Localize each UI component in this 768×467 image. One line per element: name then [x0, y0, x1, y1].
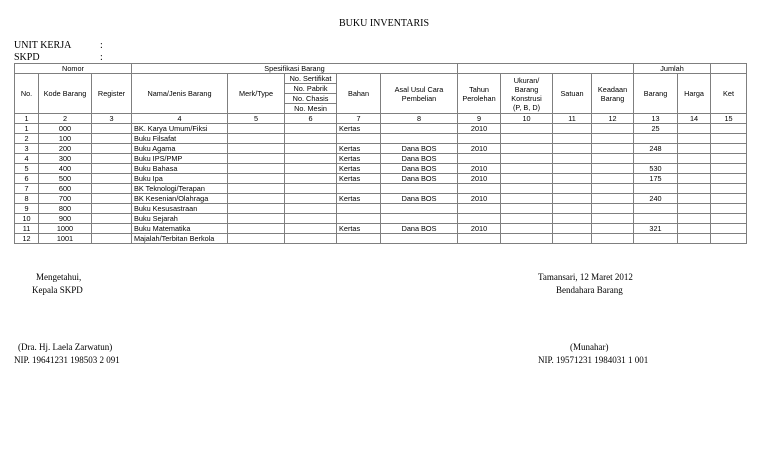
cell-asal: Dana BOS [381, 154, 458, 164]
cell-no: 8 [15, 194, 39, 204]
header-pabrik: No. Pabrik [285, 84, 337, 94]
header-merk: Merk/Type [228, 74, 285, 114]
cell-jumlah [634, 184, 678, 194]
cell-empty [92, 194, 132, 204]
cell-asal [381, 184, 458, 194]
skpd-colon: : [100, 52, 103, 63]
table-row [15, 204, 747, 214]
cell-kode: 400 [39, 164, 92, 174]
column-number: 15 [711, 114, 747, 124]
header-no: No. [15, 74, 39, 114]
cell-empty [228, 134, 285, 144]
column-number: 7 [337, 114, 381, 124]
cell-empty [553, 144, 592, 154]
cell-bahan: Kertas [337, 124, 381, 134]
cell-bahan: Kertas [337, 164, 381, 174]
table-row [15, 224, 747, 234]
cell-empty [553, 174, 592, 184]
cell-no: 1 [15, 124, 39, 134]
cell-asal [381, 124, 458, 134]
cell-empty [228, 124, 285, 134]
cell-no: 4 [15, 154, 39, 164]
cell-jumlah [634, 214, 678, 224]
cell-nama: Majalah/Terbitan Berkola [132, 234, 228, 244]
table-row [15, 134, 747, 144]
cell-asal: Dana BOS [381, 164, 458, 174]
cell-nama: BK. Karya Umum/Fiksi [132, 124, 228, 134]
left-signature-nip: NIP. 19641231 198503 2 091 [14, 355, 120, 365]
header-spesifikasi: Spesifikasi Barang [132, 64, 458, 74]
cell-empty [228, 234, 285, 244]
cell-empty [92, 154, 132, 164]
cell-tahun: 2010 [458, 144, 501, 154]
cell-bahan: Kertas [337, 154, 381, 164]
column-number: 8 [381, 114, 458, 124]
unit-kerja-colon: : [100, 40, 103, 51]
cell-tahun [458, 134, 501, 144]
cell-empty [501, 174, 553, 184]
cell-no: 12 [15, 234, 39, 244]
cell-empty [285, 194, 337, 204]
cell-bahan: Kertas [337, 224, 381, 234]
cell-tahun: 2010 [458, 174, 501, 184]
cell-bahan [337, 184, 381, 194]
header-tahun: Tahun Perolehan [458, 74, 501, 114]
unit-kerja-label: UNIT KERJA [14, 40, 72, 51]
cell-empty [285, 174, 337, 184]
column-number: 4 [132, 114, 228, 124]
cell-empty [592, 164, 634, 174]
cell-nama: Buku Sejarah [132, 214, 228, 224]
cell-bahan: Kertas [337, 144, 381, 154]
cell-empty [678, 204, 711, 214]
cell-no: 6 [15, 174, 39, 184]
cell-empty [228, 174, 285, 184]
cell-empty [228, 214, 285, 224]
cell-empty [501, 204, 553, 214]
cell-nama: Buku Bahasa [132, 164, 228, 174]
table-row [15, 234, 747, 244]
cell-asal [381, 214, 458, 224]
cell-empty [92, 214, 132, 224]
header-chasis: No. Chasis [285, 94, 337, 104]
cell-empty [592, 184, 634, 194]
cell-empty [92, 164, 132, 174]
cell-nama: Buku Filsafat [132, 134, 228, 144]
column-number-row [15, 114, 747, 124]
cell-bahan [337, 234, 381, 244]
cell-empty [711, 154, 747, 164]
right-signature-role: Bendahara Barang [556, 285, 623, 295]
cell-empty [285, 154, 337, 164]
cell-empty [678, 184, 711, 194]
cell-empty [92, 184, 132, 194]
cell-empty [592, 174, 634, 184]
cell-empty [553, 214, 592, 224]
cell-empty [228, 144, 285, 154]
cell-empty [678, 234, 711, 244]
cell-empty [92, 134, 132, 144]
cell-tahun: 2010 [458, 164, 501, 174]
cell-empty [501, 214, 553, 224]
cell-empty [285, 224, 337, 234]
cell-jumlah [634, 204, 678, 214]
right-signature-nip: NIP. 19571231 1984031 1 001 [538, 355, 649, 365]
cell-jumlah [634, 134, 678, 144]
cell-no: 5 [15, 164, 39, 174]
cell-tahun: 2010 [458, 194, 501, 204]
right-signature-place-date: Tamansari, 12 Maret 2012 [538, 272, 633, 282]
cell-bahan: Kertas [337, 174, 381, 184]
cell-kode: 800 [39, 204, 92, 214]
cell-asal: Dana BOS [381, 224, 458, 234]
header-harga: Harga [678, 74, 711, 114]
column-number: 13 [634, 114, 678, 124]
cell-jumlah [634, 234, 678, 244]
cell-empty [711, 194, 747, 204]
table-row [15, 194, 747, 204]
cell-asal: Dana BOS [381, 174, 458, 184]
cell-empty [592, 214, 634, 224]
header-jumlah: Jumlah [634, 64, 711, 74]
cell-jumlah: 248 [634, 144, 678, 154]
cell-empty [711, 124, 747, 134]
cell-empty [92, 174, 132, 184]
cell-bahan [337, 214, 381, 224]
cell-tahun: 2010 [458, 124, 501, 134]
cell-empty [92, 144, 132, 154]
table-row [15, 174, 747, 184]
cell-no: 3 [15, 144, 39, 154]
table-row [15, 184, 747, 194]
left-signature-role: Kepala SKPD [32, 285, 83, 295]
cell-no: 10 [15, 214, 39, 224]
cell-tahun [458, 184, 501, 194]
cell-tahun [458, 234, 501, 244]
cell-no: 2 [15, 134, 39, 144]
cell-nama: Buku Matematika [132, 224, 228, 234]
cell-empty [711, 234, 747, 244]
cell-empty [592, 194, 634, 204]
cell-nama: Buku Kesusastraan [132, 204, 228, 214]
cell-kode: 700 [39, 194, 92, 204]
cell-tahun [458, 214, 501, 224]
cell-empty [553, 224, 592, 234]
cell-empty [501, 144, 553, 154]
cell-empty [285, 134, 337, 144]
cell-empty [592, 144, 634, 154]
cell-empty [553, 134, 592, 144]
cell-empty [92, 124, 132, 134]
document-title: BUKU INVENTARIS [338, 18, 430, 29]
cell-no: 9 [15, 204, 39, 214]
cell-empty [501, 184, 553, 194]
cell-empty [553, 154, 592, 164]
cell-empty [678, 124, 711, 134]
skpd-label: SKPD [14, 52, 40, 63]
cell-asal: Dana BOS [381, 144, 458, 154]
cell-empty [285, 204, 337, 214]
header-keadaan: Keadaan Barang [592, 74, 634, 114]
header-register: Register [92, 74, 132, 114]
cell-jumlah: 530 [634, 164, 678, 174]
cell-empty [678, 214, 711, 224]
column-number: 11 [553, 114, 592, 124]
header-asal: Asal Usul Cara Pembelian [381, 74, 458, 114]
cell-bahan [337, 134, 381, 144]
cell-empty [592, 204, 634, 214]
cell-jumlah: 175 [634, 174, 678, 184]
cell-empty [553, 194, 592, 204]
cell-kode: 000 [39, 124, 92, 134]
header-row-1 [15, 74, 747, 84]
cell-tahun [458, 154, 501, 164]
cell-tahun: 2010 [458, 224, 501, 234]
header-kode: Kode Barang [39, 74, 92, 114]
cell-asal [381, 204, 458, 214]
header-ket: Ket [711, 74, 747, 114]
cell-no: 11 [15, 224, 39, 234]
header-nomor: Nomor [15, 64, 132, 74]
header-jumlah-barang: Barang [634, 74, 678, 114]
cell-empty [711, 134, 747, 144]
header-sertifikat: No. Sertifikat [285, 74, 337, 84]
cell-empty [501, 194, 553, 204]
cell-empty [678, 194, 711, 204]
cell-kode: 1001 [39, 234, 92, 244]
cell-empty [711, 184, 747, 194]
cell-empty [592, 124, 634, 134]
header-mesin: No. Mesin [285, 104, 337, 114]
column-number: 10 [501, 114, 553, 124]
cell-empty [678, 144, 711, 154]
cell-empty [678, 154, 711, 164]
cell-empty [553, 124, 592, 134]
cell-kode: 600 [39, 184, 92, 194]
cell-empty [678, 164, 711, 174]
cell-kode: 900 [39, 214, 92, 224]
cell-jumlah: 25 [634, 124, 678, 134]
cell-empty [592, 154, 634, 164]
cell-empty [285, 234, 337, 244]
cell-empty [501, 124, 553, 134]
cell-empty [228, 164, 285, 174]
cell-no: 7 [15, 184, 39, 194]
cell-empty [711, 174, 747, 184]
cell-jumlah: 321 [634, 224, 678, 234]
cell-empty [553, 234, 592, 244]
header-bahan: Bahan [337, 74, 381, 114]
cell-empty [285, 124, 337, 134]
cell-nama: Buku Agama [132, 144, 228, 154]
cell-jumlah: 240 [634, 194, 678, 204]
cell-empty [711, 164, 747, 174]
cell-empty [592, 224, 634, 234]
column-number: 1 [15, 114, 39, 124]
left-signature-title: Mengetahui, [36, 272, 82, 282]
column-number: 2 [39, 114, 92, 124]
column-number: 14 [678, 114, 711, 124]
cell-empty [228, 194, 285, 204]
cell-empty [553, 164, 592, 174]
cell-empty [285, 144, 337, 154]
cell-empty [678, 134, 711, 144]
cell-jumlah [634, 154, 678, 164]
header-nama: Nama/Jenis Barang [132, 74, 228, 114]
cell-empty [678, 224, 711, 234]
cell-empty [228, 224, 285, 234]
column-number: 3 [92, 114, 132, 124]
left-signature-name: (Dra. Hj. Laela Zarwatun) [18, 342, 113, 352]
cell-empty [592, 234, 634, 244]
cell-empty [228, 204, 285, 214]
cell-kode: 100 [39, 134, 92, 144]
column-number: 12 [592, 114, 634, 124]
cell-kode: 300 [39, 154, 92, 164]
cell-empty [285, 164, 337, 174]
column-number: 5 [228, 114, 285, 124]
table-row [15, 154, 747, 164]
table-row [15, 124, 747, 134]
cell-kode: 1000 [39, 224, 92, 234]
cell-empty [711, 214, 747, 224]
cell-empty [711, 204, 747, 214]
header-ukuran: Ukuran/ Barang Konstrusi (P, B, D) [501, 74, 553, 114]
cell-empty [501, 224, 553, 234]
cell-asal: Dana BOS [381, 194, 458, 204]
cell-empty [553, 204, 592, 214]
cell-nama: Buku Ipa [132, 174, 228, 184]
table-row [15, 144, 747, 154]
cell-empty [228, 184, 285, 194]
cell-asal [381, 134, 458, 144]
cell-empty [501, 134, 553, 144]
cell-empty [501, 154, 553, 164]
cell-tahun [458, 204, 501, 214]
cell-nama: BK Kesenian/Olahraga [132, 194, 228, 204]
cell-bahan [337, 204, 381, 214]
cell-kode: 500 [39, 174, 92, 184]
table-row [15, 214, 747, 224]
cell-empty [92, 224, 132, 234]
right-signature-name: (Munahar) [570, 342, 609, 352]
cell-asal [381, 234, 458, 244]
cell-nama: BK Teknologi/Terapan [132, 184, 228, 194]
cell-empty [92, 234, 132, 244]
cell-empty [92, 204, 132, 214]
cell-empty [501, 234, 553, 244]
cell-kode: 200 [39, 144, 92, 154]
cell-nama: Buku IPS/PMP [132, 154, 228, 164]
column-number: 6 [285, 114, 337, 124]
cell-empty [501, 164, 553, 174]
cell-empty [285, 184, 337, 194]
cell-empty [285, 214, 337, 224]
column-number: 9 [458, 114, 501, 124]
cell-empty [711, 224, 747, 234]
header-satuan: Satuan [553, 74, 592, 114]
cell-empty [678, 174, 711, 184]
table-row [15, 164, 747, 174]
header-row-group [15, 64, 747, 74]
cell-empty [553, 184, 592, 194]
cell-empty [711, 144, 747, 154]
inventory-table [14, 63, 747, 244]
cell-empty [228, 154, 285, 164]
cell-empty [592, 134, 634, 144]
cell-bahan: Kertas [337, 194, 381, 204]
